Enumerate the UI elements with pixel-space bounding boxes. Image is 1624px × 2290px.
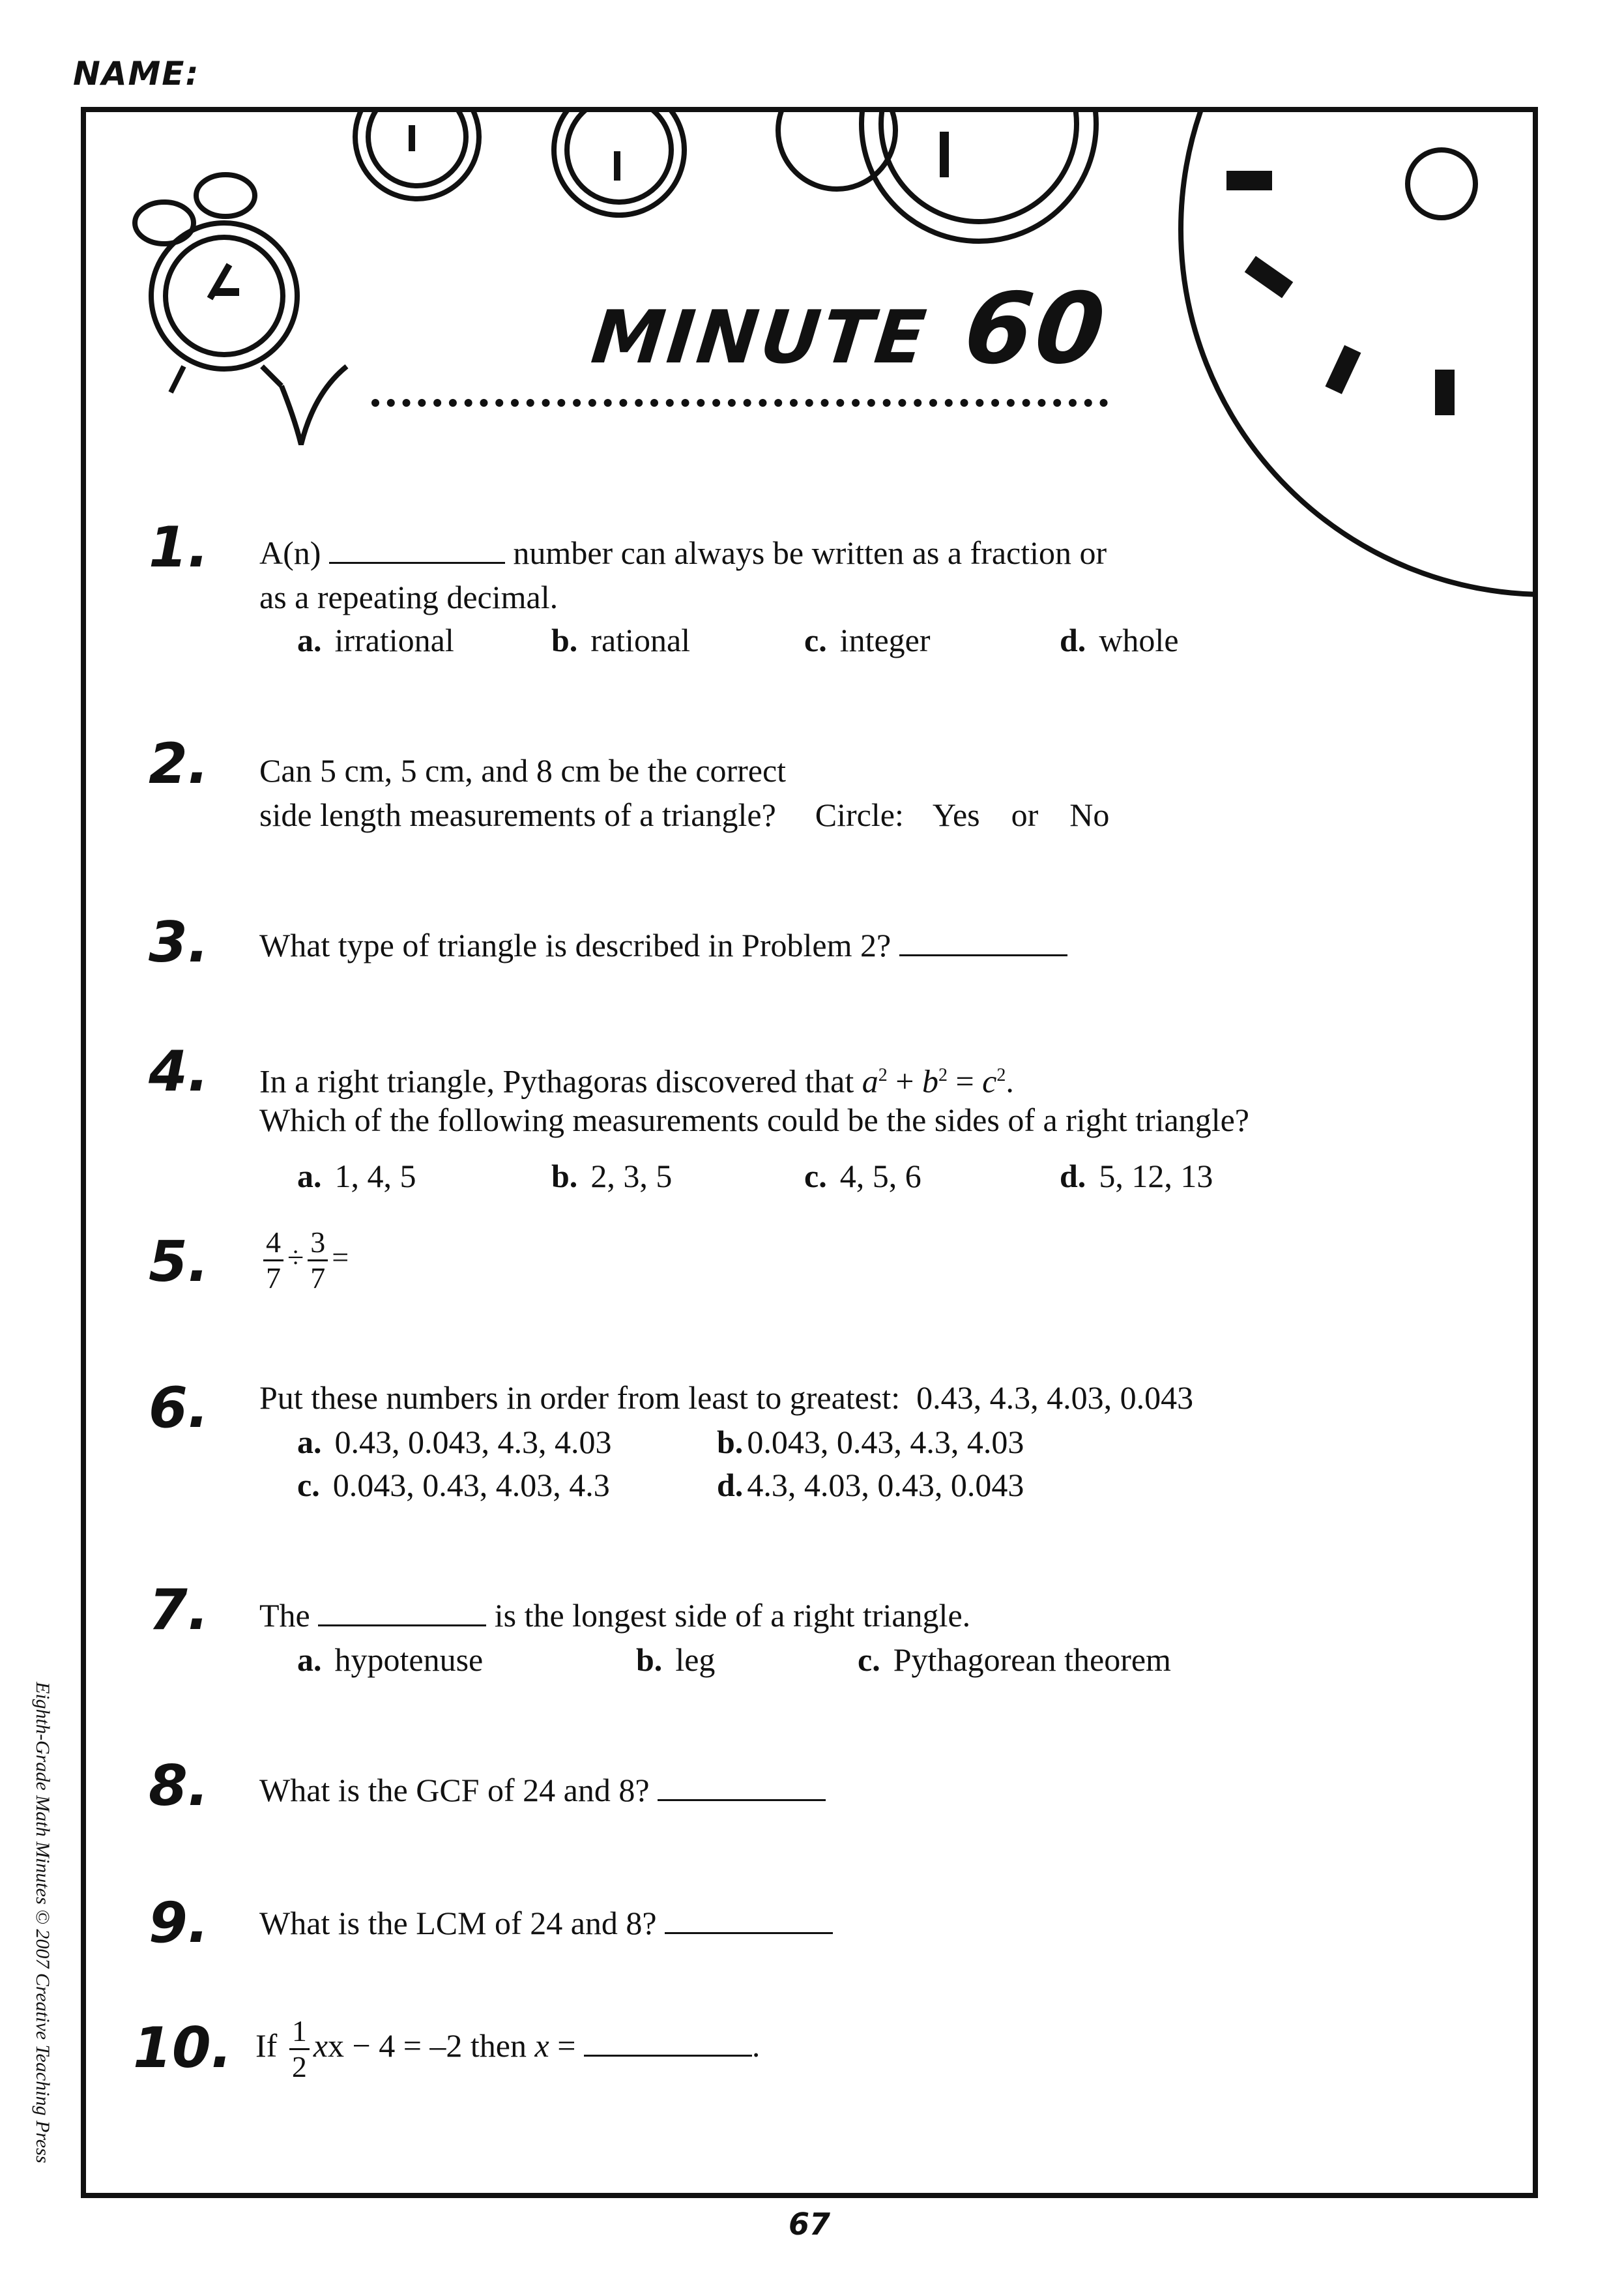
side-credit: Eighth-Grade Math Minutes © 2007 Creative Teaching Press [32,1682,53,2164]
page-number: 67 [789,2207,831,2242]
question-9-text: What is the LCM of 24 and 8? [259,1901,833,1945]
question-number-10: 10. [133,2016,233,2081]
q4-option-b[interactable]: b. 2, 3, 5 [551,1158,673,1194]
answer-blank-1[interactable] [329,536,505,564]
question-7-line-1: The is the longest side of a right triangle. [259,1597,971,1634]
q7-option-c[interactable]: c. Pythagorean theorem [858,1641,1171,1678]
question-number-2: 2. [149,731,209,797]
question-4-line-1: In a right triangle, Pythagoras discovered that $a^2 + b^2 = c^2$. [259,1063,1014,1100]
answer-no[interactable]: No [1069,797,1110,833]
question-number-7: 7. [149,1578,209,1643]
question-5-expression: $\frac{4}{7}$ ÷ $\frac{3}{7}$ = [259,1226,349,1295]
question-2-line-1: Can 5 cm, 5 cm, and 8 cm be the correct [259,752,787,789]
question-2-line-2: side length measurements of a triangle? Circle: Yes or No [259,797,1110,833]
question-1-line-2: as a repeating decimal. [259,579,558,615]
page-title: MINUTE 60 [587,272,1112,386]
q4-option-a[interactable]: a. 1, 4, 5 [297,1158,416,1194]
answer-blank-8[interactable] [658,1773,826,1801]
answer-yes[interactable]: Yes [932,797,980,833]
answer-blank-7[interactable] [318,1598,486,1626]
question-8-text: What is the GCF of 24 and 8? [259,1768,826,1812]
answer-blank-9[interactable] [665,1906,833,1934]
q1-option-a[interactable]: a. irrational [297,622,454,658]
q7-option-a[interactable]: a. hypotenuse [297,1641,484,1678]
q6-option-c[interactable]: c. 0.043, 0.43, 4.03, 4.3 [297,1467,610,1503]
question-number-9: 9. [149,1890,209,1956]
q6-option-d[interactable]: d. 4.3, 4.03, 0.43, 0.043 [717,1467,1024,1503]
answer-blank-3[interactable] [899,928,1067,956]
name-label: NAME: [73,55,200,93]
q6-option-a[interactable]: a. 0.43, 0.043, 4.3, 4.03 [297,1424,612,1460]
q6-option-b[interactable]: b. 0.043, 0.43, 4.3, 4.03 [717,1424,1024,1460]
question-number-8: 8. [149,1754,209,1819]
title-dotted-rule [371,399,1108,407]
question-number-4: 4. [149,1039,209,1104]
fraction-1-2: $\frac{1}{2}$ [289,2014,310,2084]
answer-blank-10[interactable] [584,2029,752,2057]
question-3-text: What type of triangle is described in Problem 2? [259,923,1067,967]
question-6-text: Put these numbers in order from least to greatest: 0.43, 4.3, 4.03, 0.043 [259,1379,1194,1416]
q4-option-c[interactable]: c. 4, 5, 6 [804,1158,921,1194]
fraction-3-7: $\frac{3}{7}$ [308,1226,328,1295]
q1-option-d[interactable]: d. whole [1060,622,1179,658]
question-4-line-2: Which of the following measurements could be the sides of a right triangle? [259,1102,1249,1138]
q7-option-b[interactable]: b. leg [636,1641,716,1678]
q1-option-c[interactable]: c. integer [804,622,931,658]
question-number-6: 6. [149,1375,209,1441]
worksheet-frame [81,107,1538,2198]
fraction-4-7: $\frac{4}{7}$ [263,1226,283,1295]
q1-option-b[interactable]: b. rational [551,622,691,658]
question-number-5: 5. [149,1229,209,1295]
question-number-3: 3. [149,910,209,975]
q4-option-d[interactable]: d. 5, 12, 13 [1060,1158,1213,1194]
question-1-line-1: A(n) number can always be written as a fraction or [259,535,1107,571]
question-10-text: If $\frac{1}{2}$ xx − 4 = –2 then x = . [255,2014,761,2083]
question-number-1: 1. [149,515,209,580]
